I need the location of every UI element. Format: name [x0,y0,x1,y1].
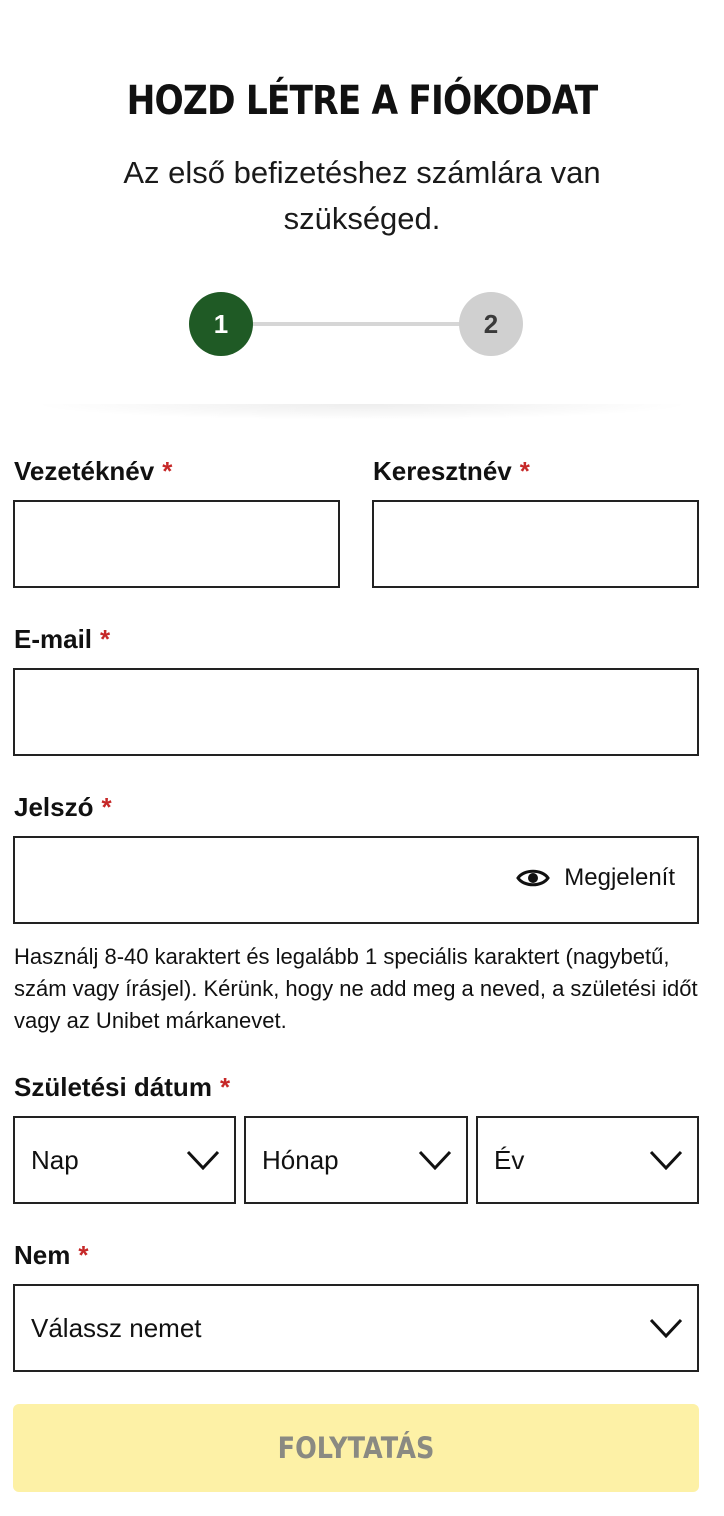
password-label: Jelszó * [14,792,112,822]
required-marker: * [162,456,173,486]
step-1-indicator: 1 [189,292,253,356]
eye-icon [516,866,550,890]
gender-value: Válassz nemet [31,1312,202,1343]
required-marker: * [219,1072,231,1102]
birth-month-select[interactable] [244,1116,468,1204]
required-marker: * [100,624,111,654]
first-name-input[interactable] [372,500,699,588]
last-name-input[interactable] [13,500,340,588]
page-title: HOZD LÉTRE A FIÓKODAT [126,78,598,124]
stepper-connector [248,322,460,326]
required-marker: * [519,456,530,486]
email-label: E-mail * [14,624,111,654]
gender-label: Nem * [14,1240,89,1270]
header-divider-shadow [30,404,694,420]
chevron-down-icon [649,1318,683,1338]
required-marker: * [101,792,112,822]
birth-year-value: Év [494,1144,525,1175]
chevron-down-icon [418,1150,452,1170]
continue-button-label: FOLYTATÁS [277,1431,435,1465]
birth-day-value: Nap [31,1144,79,1175]
page-subtitle: Az első befizetéshez számlára van szükséged. [123,155,601,236]
progress-stepper [188,291,524,357]
show-password-button[interactable] [516,864,675,892]
chevron-down-icon [186,1150,220,1170]
chevron-down-icon [649,1150,683,1170]
last-name-label: Vezetéknév * [14,456,173,486]
show-password-label: Megjelenít [564,864,675,891]
birth-date-label: Születési dátum * [14,1072,231,1102]
gender-select[interactable] [13,1284,699,1372]
password-input[interactable] [13,836,699,924]
birth-month-value: Hónap [262,1144,339,1175]
step-2-indicator: 2 [459,292,523,356]
required-marker: * [78,1240,89,1270]
password-hint: Használj 8-40 karaktert és legalább 1 speciális karaktert (nagybetű, szám vagy írásjel). Kérünk, hogy ne add meg a neved, a születési időt vagy az Unibet márkanevet. [14,944,698,1033]
email-input[interactable] [13,668,699,756]
continue-button[interactable] [13,1404,699,1492]
first-name-label: Keresztnév * [373,456,530,486]
birth-day-select[interactable] [13,1116,236,1204]
birth-year-select[interactable] [476,1116,699,1204]
